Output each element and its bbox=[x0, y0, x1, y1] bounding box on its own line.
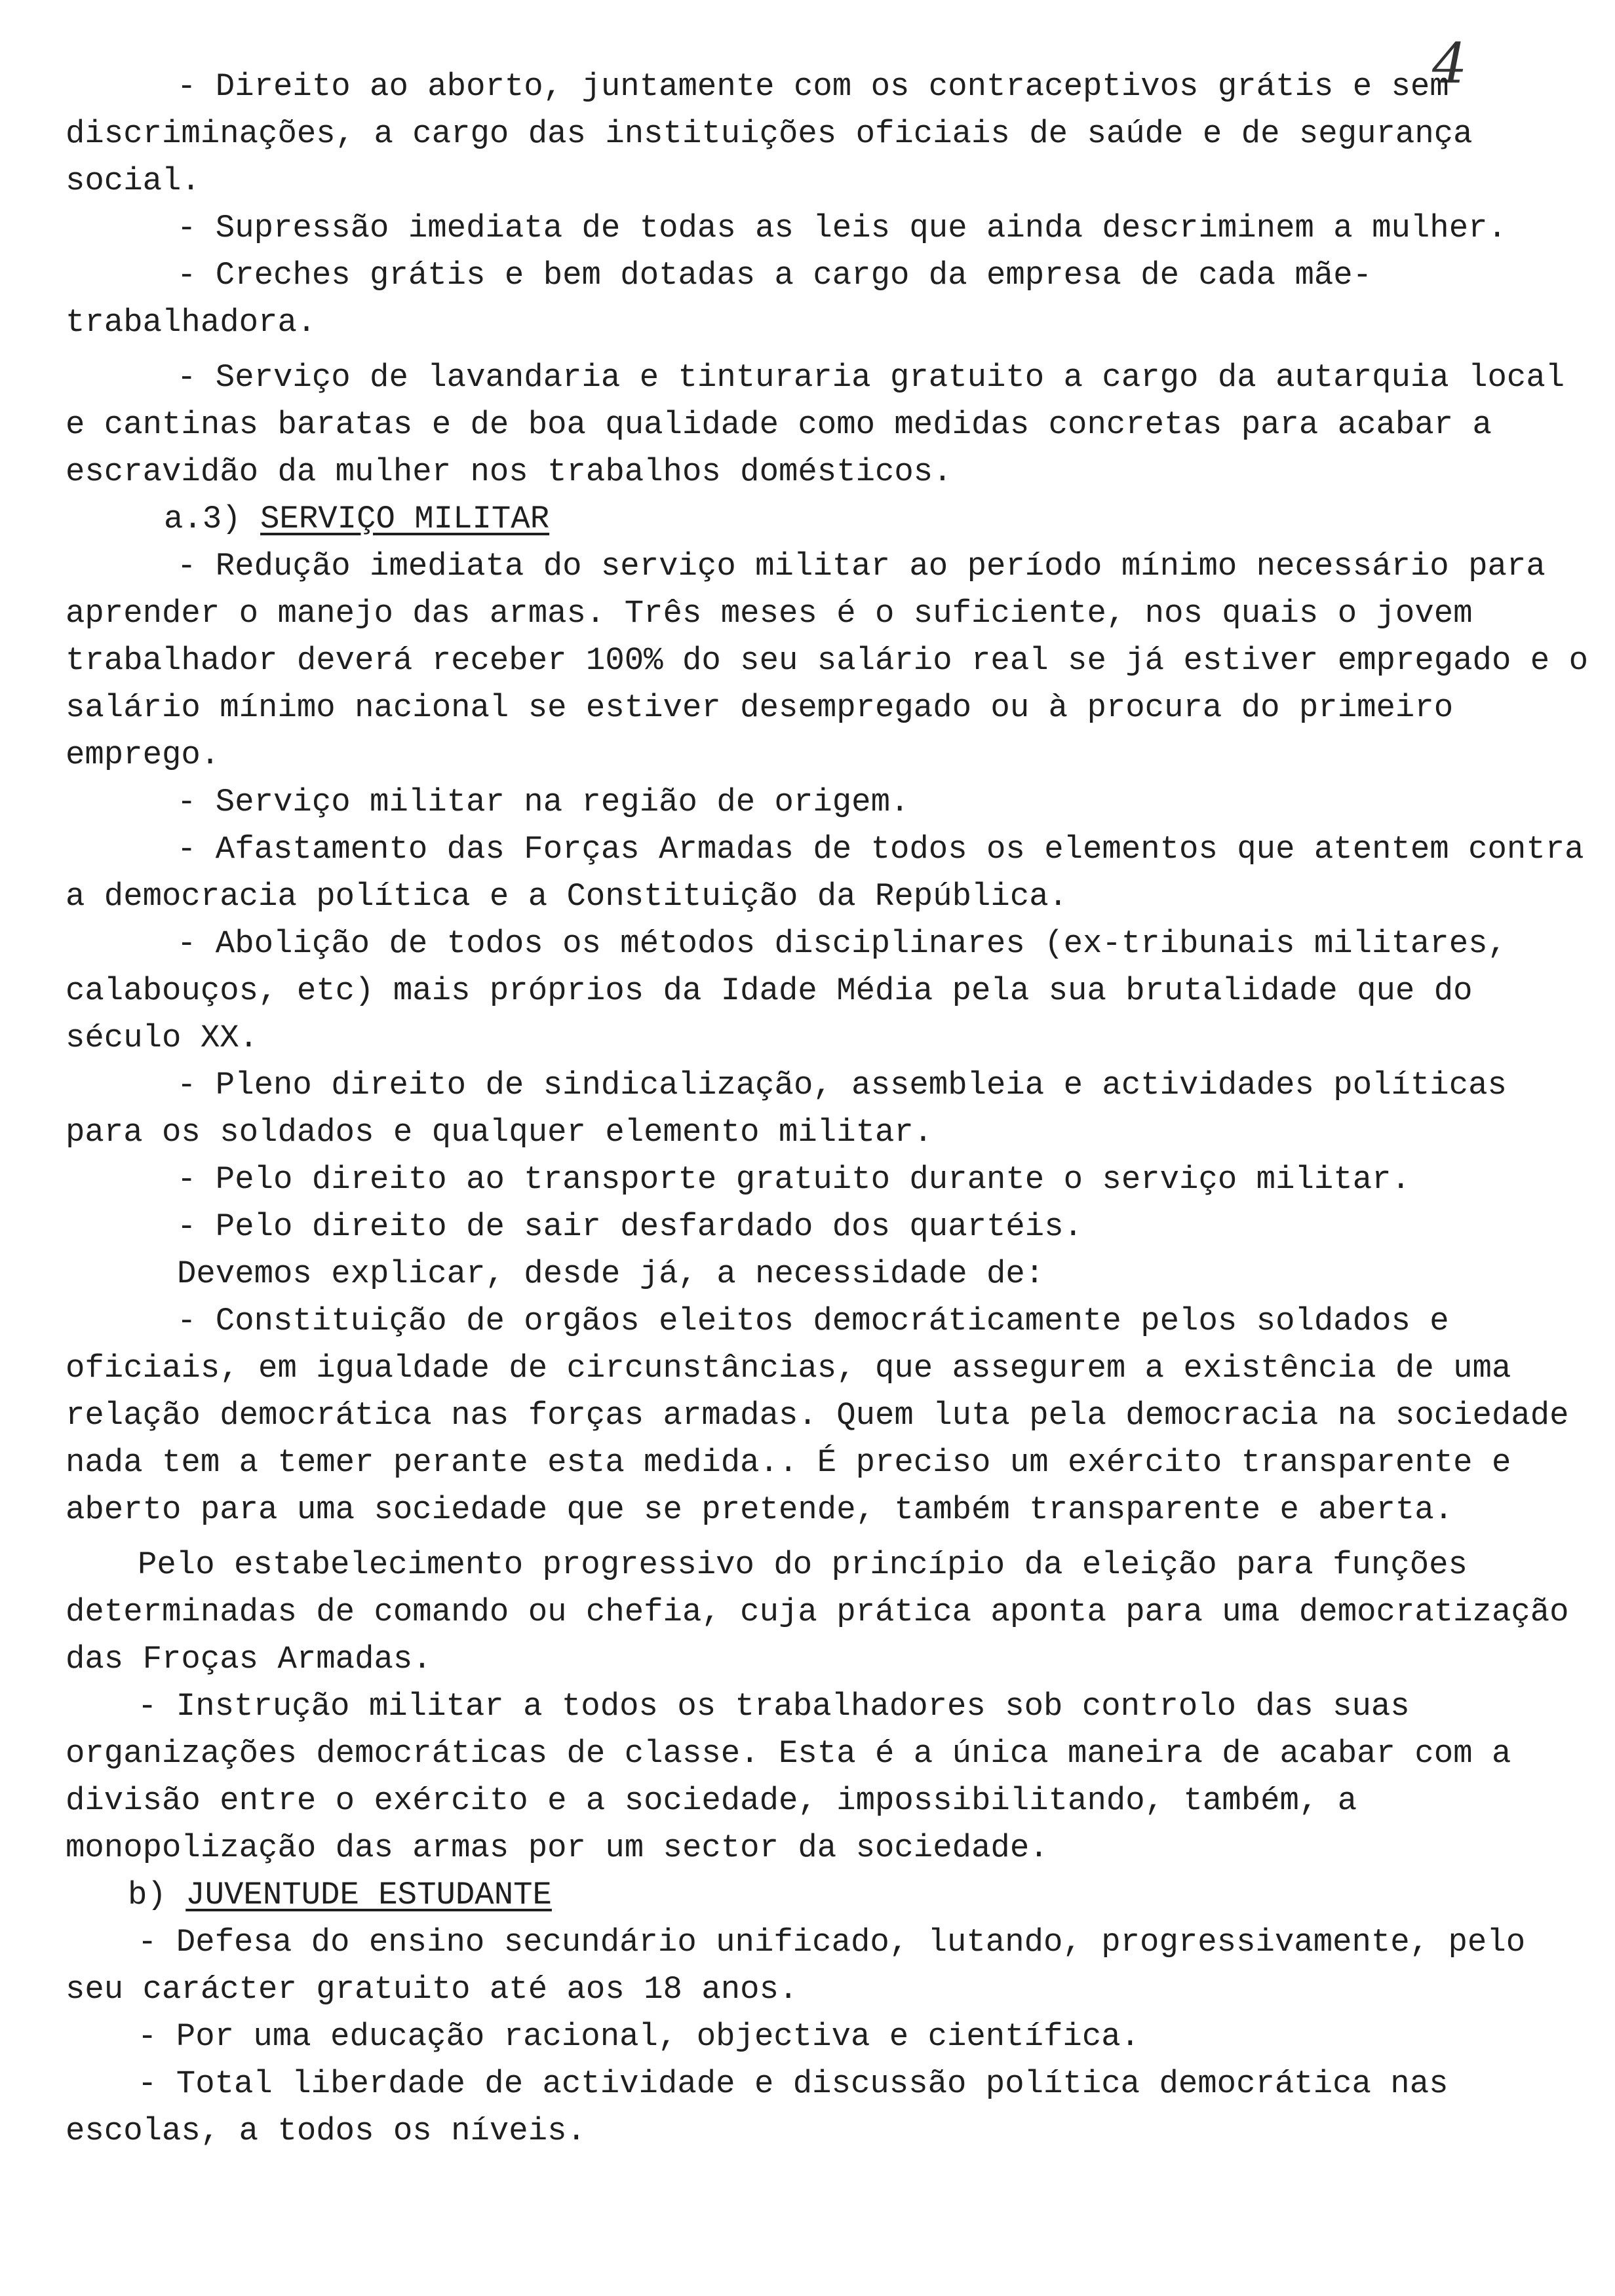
paragraph: - Total liberdade de actividade e discussão política democrática nas escolas, a todos os níveis. bbox=[66, 2065, 1449, 2149]
heading-title: JUVENTUDE ESTUDANTE bbox=[185, 1877, 552, 1913]
page-number: 4 bbox=[1432, 31, 1468, 96]
heading-prefix: a.3) bbox=[164, 501, 261, 537]
heading-prefix: b) bbox=[128, 1877, 186, 1913]
paragraph: - Creches grátis e bem dotadas a cargo da empresa de cada mãe-trabalhadora. bbox=[66, 257, 1372, 341]
paragraph: - Supressão imediata de todas as leis que ainda descriminem a mulher. bbox=[177, 210, 1507, 246]
paragraph: - Por uma educação racional, objectiva e científica. bbox=[138, 2018, 1140, 2055]
paragraph: - Abolição de todos os métodos disciplinares (ex-tribunais militares, calabouços, etc) mais próprios da Idade Média pela sua brutalidade que do século XX. bbox=[66, 925, 1507, 1056]
paragraph: - Constituição de orgãos eleitos democráticamente pelos soldados e oficiais, em igualdade de circunstâncias, que assegurem a existência de uma relação democrática nas forças armadas. Quem luta pela democracia na sociedade nada tem a temer perante esta medida.. É preciso um exército transparente e aberto para uma sociedade que se pretende, também transparente e aberta. bbox=[66, 1303, 1569, 1528]
paragraph: Pelo estabelecimento progressivo do princípio da eleição para funções determinadas de comando ou chefia, cuja prática aponta para uma democratização das Froças Armadas. bbox=[66, 1546, 1569, 1677]
paragraph: - Instrução militar a todos os trabalhadores sob controlo das suas organizações democráticas de classe. Esta é a única maneira de acabar com a divisão entre o exército e a sociedade, impossibilitando, também, a monopolização das armas por um sector da sociedade. bbox=[66, 1688, 1511, 1866]
paragraph: - Afastamento das Forças Armadas de todos os elementos que atentem contra a democracia política e a Constituição da República. bbox=[66, 831, 1584, 915]
paragraph: - Serviço de lavandaria e tinturaria gratuito a cargo da autarquia local e cantinas baratas e de boa qualidade como medidas concretas para acabar a escravidão da mulher nos trabalhos domésticos. bbox=[66, 359, 1565, 490]
section-heading-students bbox=[66, 1871, 1599, 1919]
paragraph: - Direito ao aborto, juntamente com os contraceptivos grátis e sem discriminações, a cargo das instituições oficiais de saúde e de segurança social. bbox=[66, 68, 1473, 199]
paragraph: - Pleno direito de sindicalização, assembleia e actividades políticas para os soldados e qualquer elemento militar. bbox=[66, 1067, 1507, 1151]
section-heading-military bbox=[66, 495, 1599, 543]
paragraph: - Serviço militar na região de origem. bbox=[177, 784, 910, 820]
heading-title: SERVIÇO MILITAR bbox=[260, 501, 550, 537]
document-body bbox=[66, 63, 1599, 2154]
paragraph: - Pelo direito ao transporte gratuito durante o serviço militar. bbox=[177, 1161, 1411, 1198]
paragraph: - Defesa do ensino secundário unificado, lutando, progressivamente, pelo seu carácter gratuito até aos 18 anos. bbox=[66, 1924, 1526, 2008]
paragraph: Devemos explicar, desde já, a necessidade de: bbox=[177, 1255, 1045, 1292]
paragraph: - Redução imediata do serviço militar ao período mínimo necessário para aprender o manejo das armas. Três meses é o suficiente, nos quais o jovem trabalhador deverá receber 100% do seu salário real se já estiver empregado e o salário mínimo nacional se estiver desempregado ou à procura do primeiro emprego. bbox=[66, 548, 1588, 773]
paragraph: - Pelo direito de sair desfardado dos quartéis. bbox=[177, 1208, 1083, 1245]
